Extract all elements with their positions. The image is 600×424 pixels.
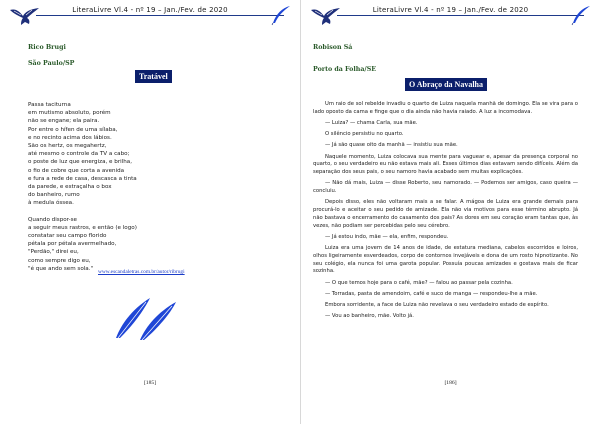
poem-line: Passa taciturna <box>28 102 71 108</box>
story-paragraph: — Vou ao banheiro, mãe. Volto já. <box>325 313 414 320</box>
poem-line: até mesmo o controle da TV a cabo; <box>28 151 130 158</box>
story-paragraph: — O que temos hoje para o café, mãe? — falou ao passar pela cozinha. <box>325 279 513 286</box>
quill-icon <box>270 4 292 26</box>
page-number: [186] <box>444 380 457 386</box>
poem-line: como sempre digo eu, <box>28 257 91 264</box>
story-paragraph: — Torradas, pasta de amendoim, café e suco de manga — respondeu-lhe a mãe. <box>325 290 538 297</box>
feathers-illustration <box>112 292 182 342</box>
page-header <box>8 6 292 26</box>
page-header <box>309 6 592 26</box>
story-paragraph: — Já estou indo, mãe — ela, enfim, respondeu. <box>325 233 449 240</box>
poem-line: a seguir meus rastros, e então (e logo) <box>28 224 137 231</box>
poem-title: Tratável <box>135 70 172 83</box>
poem-body <box>28 101 278 281</box>
story-paragraph: Luiza era uma jovem de 14 anos de idade, de estatura mediana, cabelos escorridos e loiros, olhos ligeiramente esverdeados, corpo de contornos invejáveis e dona de um rosto hipnotizante. No seu colégio, ela nunca foi uma garota popular. Possuía poucas amizades e gostava mais de ficar sozinha. <box>313 245 578 275</box>
poem-line: Quando dispor-se <box>28 216 77 223</box>
poem-line: do banheiro, rumo <box>28 192 80 199</box>
header-rule <box>36 15 284 16</box>
story-title: O Abraço da Navalha <box>405 78 487 91</box>
header-rule <box>337 15 584 16</box>
story-paragraph: Depois disso, eles não voltaram mais a se falar. A mágoa de Luiza era grande demais para procurá-lo e aceitar o seu pedido de amizade. Ela não via motivos para esse término abrupto. Já não bastava o encerramento do casamento dos pais? As dores em seu coração eram tantas que, às vezes, não podiam ser percebidas pelo seu cérebro. <box>313 199 578 229</box>
right-page <box>300 0 600 424</box>
story-paragraph: — Já são quase oito da manhã — insistiu sua mãe. <box>325 142 458 149</box>
story-paragraph: Embora sorridente, a face de Luiza não revelava o seu verdadeiro estado de espírito. <box>325 302 549 309</box>
story-paragraph: — Não dá mais, Luiza — disse Roberto, seu namorado. — Podemos ser amigos, caso queira — concluiu. <box>313 180 578 195</box>
header-text: LiteraLivre Vl.4 - nº 19 – Jan./Fev. de 2020 <box>372 6 529 14</box>
poem-line: constatar seu campo florido <box>28 233 107 240</box>
poem-stanza-1 <box>28 101 278 208</box>
story-paragraph: Um raio de sol rebelde invadiu o quarto de Luiza naquela manhã de domingo. Ela se vira para o lado oposto da cama e finge que o dia ainda não havia raiado. A luz a incomodava. <box>313 101 578 115</box>
poem-line: em mutismo absoluto, porém <box>28 110 111 117</box>
poem-line: e no recinto acima dos lábios. <box>28 134 112 141</box>
poem-line: o poste de luz que energiza, e brilha, <box>28 159 132 166</box>
author-website-link[interactable]: www.escandaletras.com.br/autor/ribrugi <box>98 269 185 275</box>
author-location: São Paulo/SP <box>28 60 75 67</box>
page-number: [185] <box>143 380 157 386</box>
poem-line: São os hertz, os megahertz, <box>28 143 107 150</box>
poem-line: à medula óssea. <box>28 200 74 207</box>
poem-line: "Perdão," direi eu, <box>28 249 79 256</box>
story-paragraph: O silêncio persistiu no quarto. <box>325 131 404 138</box>
poem-line: o fio de cobre que corta a avenida <box>28 167 125 174</box>
poem-line: da parede, e estraçalha o box <box>28 184 112 191</box>
story-paragraph: Naquele momento, Luiza colocava sua mente para vaguear e, apesar da presença corporal no quarto, o seu verdadeiro eu não estava mais ali. Esses últimos dias estavam sendo difíceis. Além da separação dos seus pais, o seu namoro havia acabado sem muitas explicações. <box>313 153 578 176</box>
poem-line: pétala por pétala avermelhado, <box>28 241 117 248</box>
poem-stanza-2 <box>28 216 278 273</box>
poem-line: não se engane; ela paira. <box>28 118 100 125</box>
story-paragraph: — Luiza? — chama Carla, sua mãe. <box>325 119 418 126</box>
poem-line: Por entre o hífen de uma sílaba, <box>28 126 118 133</box>
author-name: Robison Sá <box>313 44 353 51</box>
header-text: LiteraLivre Vl.4 - nº 19 – Jan./Fev. de 2020 <box>72 6 228 14</box>
poem-line: "é que ando sem sola." <box>28 265 94 272</box>
author-name: Rico Brugi <box>28 44 66 51</box>
poem-line: e fura a rede de casa, descasca a tinta <box>28 175 137 182</box>
quill-icon <box>570 4 592 26</box>
author-location: Porto da Folha/SE <box>313 66 377 73</box>
story-body <box>313 101 578 324</box>
